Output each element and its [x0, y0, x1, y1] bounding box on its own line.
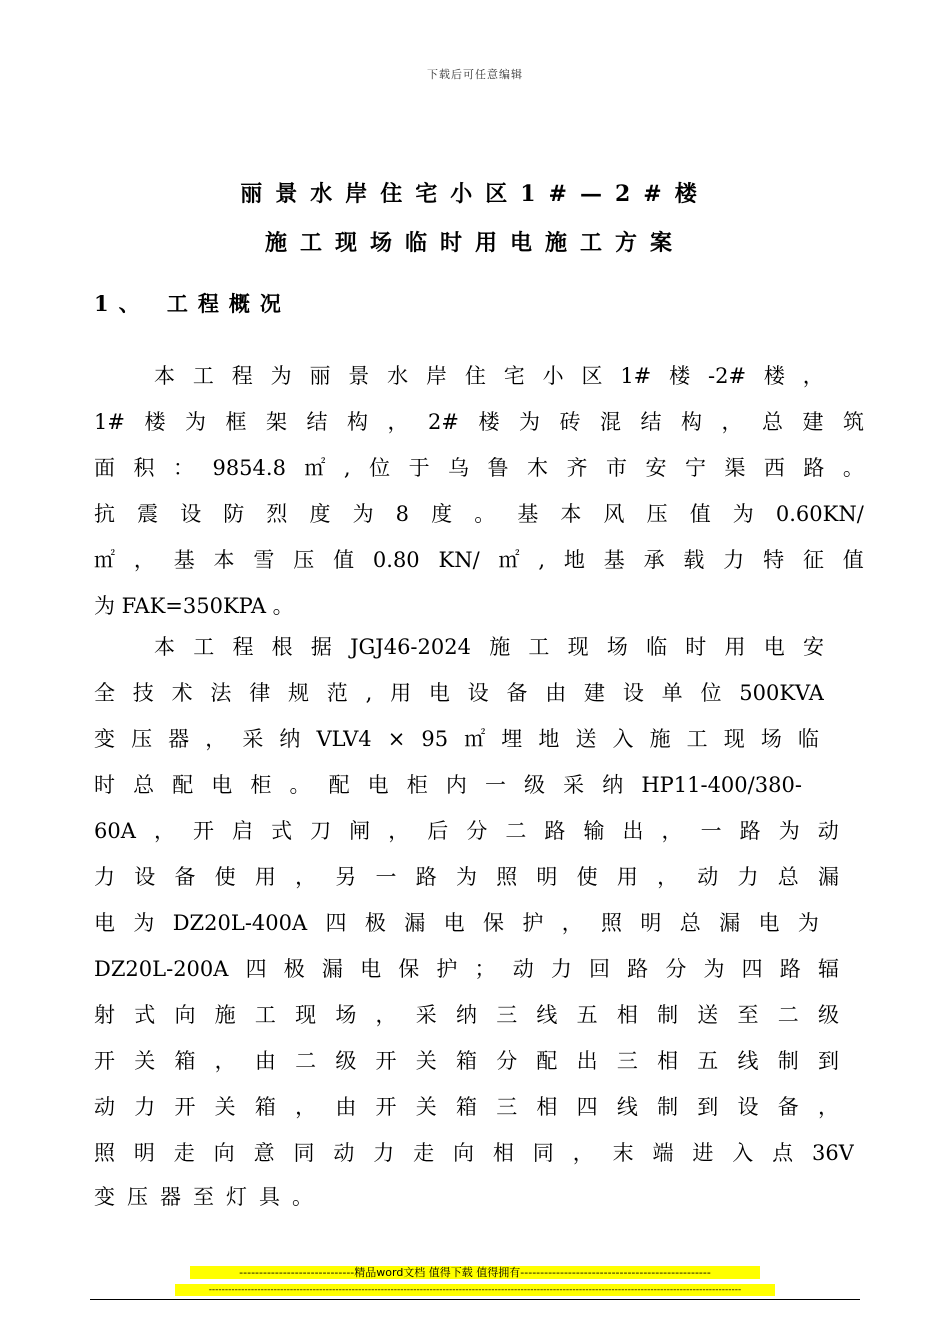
body-line: 抗 震 设 防 烈 度 为 8 度 。 基 本 风 压 值 为 0.60KN/ [94, 502, 864, 526]
body-line: 全 技 术 法 律 规 范 , 用 电 设 备 由 建 设 单 位 500KVA [94, 681, 824, 705]
document-subtitle: 施工现场临时用电施工方案 [264, 230, 685, 256]
body-line: 力 设 备 使 用 ， 另 一 路 为 照 明 使 用 ， 动 力 总 漏 [94, 865, 839, 889]
body-line: 面 积 ： 9854.8 ㎡ , 位 于 乌 鲁 木 齐 市 安 宁 渠 西 路 。 [94, 456, 864, 480]
body-line: 动 力 开 关 箱 ， 由 开 关 箱 三 相 四 线 制 到 设 备 ， [94, 1095, 839, 1119]
body-line: 电 为 DZ20L-400A 四 极 漏 电 保 护 ， 照 明 总 漏 电 为 [94, 911, 819, 935]
footer-banner-text: -----------------------------精品word文档 值得下载 值得拥有------------------------------------------------ [190, 1266, 760, 1279]
body-line: 60A ， 开 启 式 刀 闸 ， 后 分 二 路 输 出 ， 一 路 为 动 [94, 819, 839, 843]
body-line: 照 明 走 向 意 同 动 力 走 向 相 同 ， 末 端 进 入 点 36V [94, 1141, 854, 1165]
body-line: ㎡ ， 基 本 雪 压 值 0.80 KN/ ㎡ , 地 基 承 载 力 特 征 值 [94, 548, 864, 572]
page-header: 下载后可任意编辑 [427, 68, 523, 81]
body-line: 本 工 程 根 据 JGJ46-2024 施 工 现 场 临 时 用 电 安 [154, 635, 824, 659]
body-line: 射 式 向 施 工 现 场 ， 采 纳 三 线 五 相 制 送 至 二 级 [94, 1003, 839, 1027]
document-title: 丽景水岸住宅小区1#—2#楼 [240, 181, 710, 207]
body-line: 时 总 配 电 柜 。 配 电 柜 内 一 级 采 纳 HP11-400/380- [94, 773, 802, 797]
body-line: 变压器至灯具。 [94, 1185, 325, 1209]
section-heading: 1、 工程概况 [94, 291, 291, 316]
footer-dash-line [0, 1281, 950, 1300]
body-line: 为 FAK=350KPA 。 [94, 594, 294, 618]
body-line: 本 工 程 为 丽 景 水 岸 住 宅 小 区 1# 楼 -2# 楼 ， [154, 364, 824, 388]
body-line: 开 关 箱 ， 由 二 级 开 关 箱 分 配 出 三 相 五 线 制 到 [94, 1049, 839, 1073]
body-line: 1# 楼 为 框 架 结 构 ， 2# 楼 为 砖 混 结 构 ， 总 建 筑 [94, 410, 864, 434]
footer-rule [90, 1299, 860, 1300]
body-line: DZ20L-200A 四 极 漏 电 保 护 ； 动 力 回 路 分 为 四 路 辐 [94, 957, 839, 981]
body-line: 变 压 器 ， 采 纳 VLV4 × 95 ㎡ 埋 地 送 入 施 工 现 场 临 [94, 727, 819, 751]
footer-dash-text: -------------------------------------------------------------------------------------------------------------------------------------------------------------------- [175, 1284, 775, 1296]
